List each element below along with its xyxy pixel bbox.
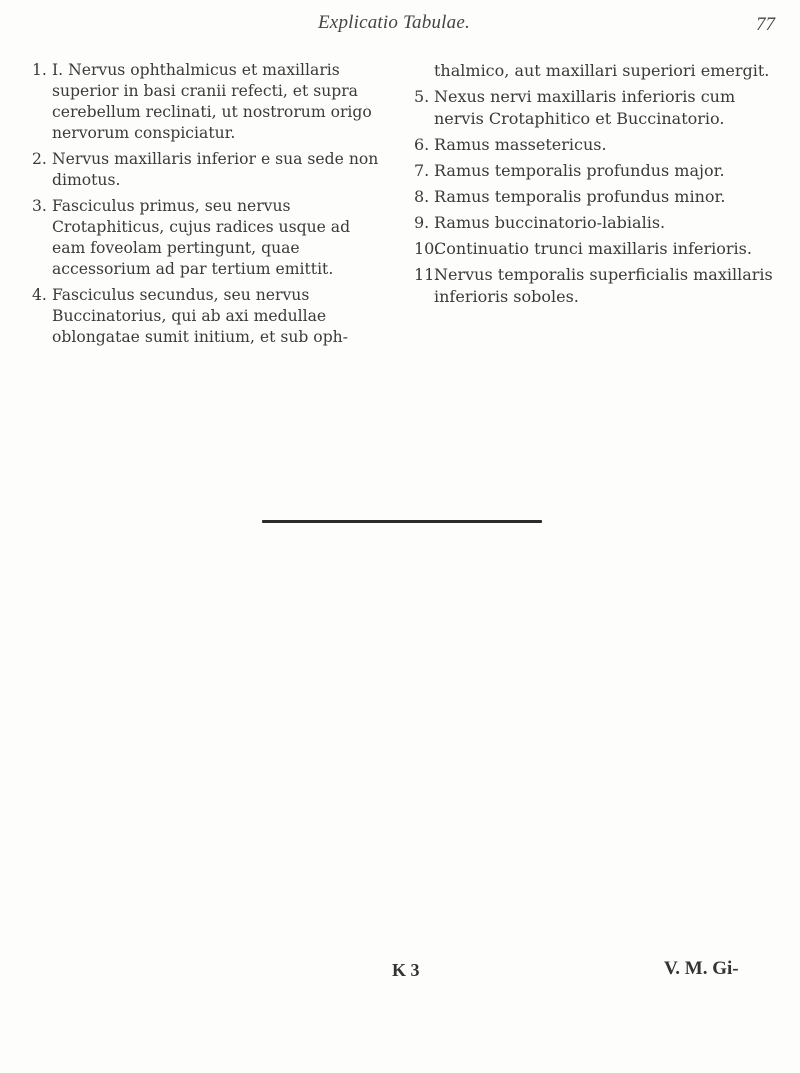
item-text: Ramus temporalis profundus major.: [434, 161, 725, 180]
list-item: [32, 196, 382, 280]
list-item: [32, 60, 382, 144]
item-number: 6.: [414, 135, 430, 154]
item-text: Ramus temporalis profundus minor.: [434, 187, 726, 206]
list-item: [414, 60, 780, 82]
item-text: Continuatio trunci maxillaris inferioris.: [434, 239, 752, 258]
item-text: Fasciculus secundus, seu nervus Buccinatorius, qui ab axi medullae oblongatae sumit initium, et sub oph-: [52, 286, 348, 346]
item-text: Ramus buccinatorio-labialis.: [434, 213, 666, 232]
list-item: [414, 238, 780, 260]
list-item: [414, 212, 780, 234]
item-text: Nexus nervi maxillaris inferioris cum nervis Crotaphitico et Buccinatorio.: [434, 87, 736, 128]
item-text: I. Nervus ophthalmicus et maxillaris superior in basi cranii refecti, et supra cerebellum reclinati, ut nostrorum origo nervorum conspiciatur.: [52, 61, 372, 142]
item-number: 7.: [414, 161, 430, 180]
item-text: Nervus maxillaris inferior e sua sede non dimotus.: [52, 150, 379, 189]
item-number: 9.: [414, 213, 430, 232]
item-number: 3.: [32, 197, 47, 215]
item-text: Fasciculus primus, seu nervus Crotaphiticus, cujus radices usque ad eam foveolam pertingunt, quae accessorium ad par tertium emittit.: [52, 197, 351, 278]
list-item: [32, 285, 382, 348]
page-title: Explicatio Tabulae.: [318, 12, 470, 33]
item-number: 10.: [414, 239, 440, 258]
list-item: [32, 149, 382, 191]
item-number: 5.: [414, 87, 430, 106]
item-number: 8.: [414, 187, 430, 206]
catchword: V. M. Gi-: [664, 958, 739, 979]
list-item: [414, 264, 780, 308]
item-text: thalmico, aut maxillari superiori emergit.: [434, 61, 770, 80]
item-number: 1.: [32, 61, 47, 79]
item-text: Nervus temporalis superficialis maxillaris inferioris soboles.: [434, 265, 773, 306]
left-column: [32, 60, 382, 353]
item-number: 11.: [414, 265, 440, 284]
item-number: 4.: [32, 286, 47, 304]
right-column: [414, 60, 780, 312]
list-item: [414, 160, 780, 182]
list-item: [414, 86, 780, 130]
signature-mark: K 3: [392, 960, 420, 980]
list-item: [414, 186, 780, 208]
page-number: 77: [756, 14, 775, 35]
item-number: 2.: [32, 150, 47, 168]
list-item: [414, 134, 780, 156]
horizontal-rule: [262, 520, 542, 523]
item-text: Ramus massetericus.: [434, 135, 607, 154]
